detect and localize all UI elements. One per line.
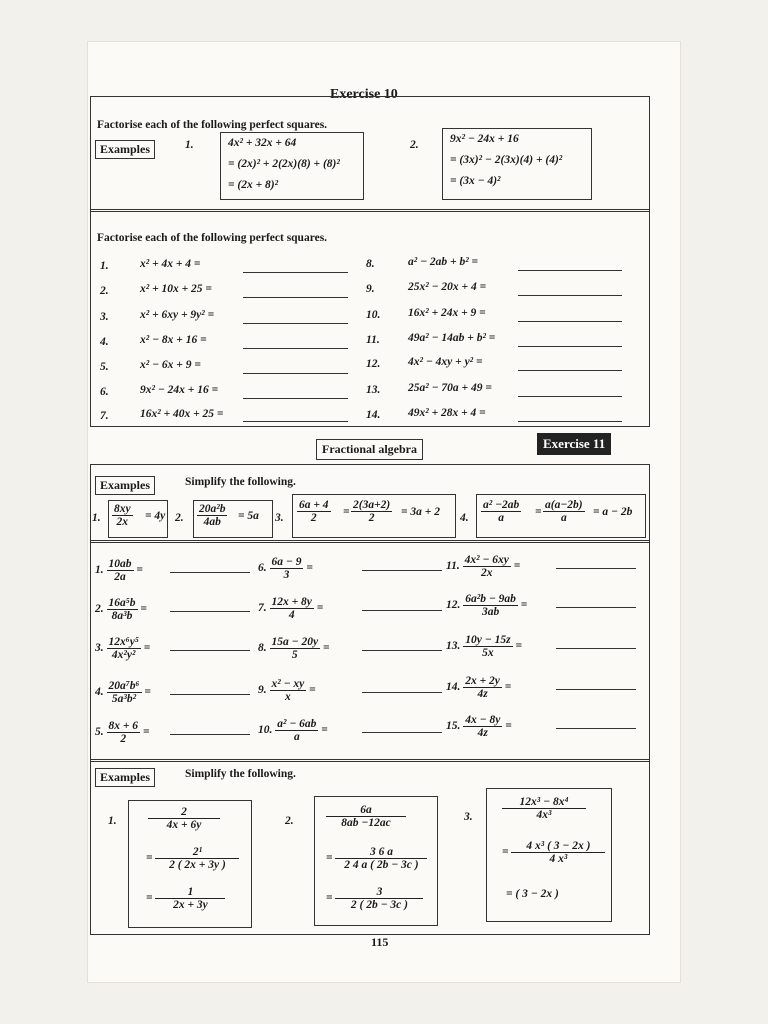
answer-line[interactable] [518,421,622,422]
question-number: 8. [258,642,267,655]
fraction-denominator: 5x [482,647,494,659]
example-number: 3. [275,512,284,524]
question-number: 5. [100,361,109,373]
fraction-denominator: a [293,731,300,743]
question-text: 25x² − 20x + 4 = [408,281,487,293]
question-item: 3. $\frac{\text{12x⁶y⁵}}{\text{4x²y²}}$ = [95,636,151,661]
fraction-denominator: 4 x³ [549,853,568,865]
example-line: = (2x + 8)² [228,179,279,191]
exercise-11-title: Exercise 11 [537,433,611,455]
question-item: 4. $\frac{\text{20a⁷b⁶}}{\text{5a³b²}}$ = [95,680,151,705]
fraction-denominator: 4x³ [536,809,552,821]
fraction-numerator: 2(3a+2) [353,499,391,511]
fraction-numerator: 4x − 8y [465,714,501,726]
example-number: 2. [410,139,419,151]
question-text: a² − 2ab + b² = [408,256,479,268]
answer-line[interactable] [518,370,622,371]
answer-line[interactable] [243,373,348,374]
answer-line[interactable] [518,396,622,397]
question-number: 11. [446,560,460,573]
answer-line[interactable] [243,348,348,349]
fraction-denominator: 4z [477,727,488,739]
fraction-denominator: 3ab [481,606,500,618]
fraction-numerator: 12x + 8y [271,596,312,608]
example-line: 9x² − 24x + 16 [450,133,519,145]
question-item: 15. $\frac{4x - 8y}{4z}$ = [446,714,512,739]
answer-line[interactable] [518,346,622,347]
fraction-numerator: a² −2ab [483,499,520,511]
fraction-denominator: 4x + 6y [166,819,202,831]
question-number: 12. [366,358,381,370]
instruction-text: Simplify the following. [185,476,296,488]
fraction-numerator: 10y − 15z [465,634,511,646]
fraction-numerator: 16a⁵b [108,597,136,609]
question-text: x² + 6xy + 9y² = [140,309,215,321]
question-number: 11. [366,334,380,346]
question-text: 16x² + 40x + 25 = [140,408,224,420]
question-item: 6. $\frac{6a - 9}{3}$ = [258,556,313,581]
examples-label: Examples [95,768,155,787]
example-result: = a − 2b [593,506,633,518]
example-step: = $\frac{1}{2x + 3y}$ [146,886,225,911]
fraction-denominator: 2 ( 2b − 3c ) [350,899,408,911]
question-number: 4. [100,336,109,348]
answer-line[interactable] [243,297,348,298]
question-item: 13. $\frac{10y - 15z}{5x}$ = [446,634,522,659]
question-number: 4. [95,686,104,699]
fraction-numerator: 6a [326,804,406,817]
fraction-numerator: x² − xy [271,678,305,690]
example-step: = $\frac{3 6 a}{2 4 a ( 2b - 3c )}$ [326,846,427,871]
fraction-numerator: 20a²b [199,503,226,515]
question-item: 1. $\frac{10ab}{2a}$ = [95,558,143,583]
fraction-numerator: 8x + 6 [108,720,139,732]
answer-line[interactable] [518,295,622,296]
example-step [326,804,406,829]
fraction-denominator: 8a³b [111,610,133,622]
fraction-denominator: 2 [368,512,375,524]
example-result: = 4y [145,510,166,522]
fraction-denominator: 2x + 3y [173,899,208,911]
question-number: 3. [95,642,104,655]
example-number: 1. [185,139,194,151]
example-step: = $\frac{\text{4 x³ ( 3 − 2x )}}{\text{4 x³}}$ [502,840,605,865]
fraction-denominator: 4 [288,609,295,621]
fraction-numerator: a(a−2b) [545,499,583,511]
question-number: 2. [95,603,104,616]
fraction-numerator: 6a + 4 [299,499,329,511]
question-text: 9x² − 24x + 16 = [140,384,219,396]
question-text: x² + 4x + 4 = [140,258,201,270]
question-number: 12. [446,599,461,612]
example-line: = (2x)² + 2(2x)(8) + (8)² [228,158,340,170]
example-step: = $\frac{3}{2 ( 2b - 3c )}$ [326,886,423,911]
example-step: = $\frac{\text{2¹}}{2 ( 2x + 3y )}$ [146,846,239,871]
example-line: 4x² + 32x + 64 [228,137,297,149]
fraction-numerator: 15a − 20y [271,636,319,648]
example-number: 1. [92,512,101,524]
question-number: 10. [366,309,381,321]
question-number: 7. [100,410,109,422]
answer-line[interactable] [243,398,348,399]
fraction-denominator: 4ab [203,516,221,528]
instruction-text: Factorise each of the following perfect squares. [97,119,328,131]
answer-line[interactable] [243,323,348,324]
fraction-numerator: 2x + 2y [465,675,500,687]
fraction-numerator: a² − 6ab [277,718,317,730]
fraction-numerator: 3 [335,886,423,899]
fraction-denominator: 4z [477,688,488,700]
question-number: 13. [366,384,381,396]
answer-line[interactable] [518,270,622,271]
fraction-denominator: 5a³b² [111,693,137,705]
question-number: 15. [446,720,461,733]
question-number: 3. [100,311,109,323]
answer-line[interactable] [170,650,250,651]
question-item: 5. $\frac{8x + 6}{2}$ = [95,720,150,745]
answer-line[interactable] [362,570,442,571]
question-text: 49x² + 28x + 4 = [408,407,486,419]
question-number: 9. [258,684,267,697]
question-number: 9. [366,283,375,295]
answer-line[interactable] [170,572,250,573]
examples-label: Examples [95,476,155,495]
fraction-numerator: 1 [155,886,225,899]
answer-line[interactable] [556,607,636,608]
example-number: 3. [464,811,473,823]
question-text: x² + 10x + 25 = [140,283,212,295]
exercise-10-title: Exercise 10 [330,87,398,102]
fraction-numerator: 8xy [114,503,131,515]
example-result: = 3a + 2 [401,506,440,518]
example-step [502,796,586,821]
question-text: 16x² + 24x + 9 = [408,307,486,319]
question-text: 25a² − 70a + 49 = [408,382,492,394]
fraction-denominator: 2 [310,512,317,524]
fraction-numerator: 4 x³ ( 3 − 2x ) [511,840,605,853]
example-line: = (3x)² − 2(3x)(4) + (4)² [450,154,563,166]
example-step [148,806,220,831]
fraction-denominator: 5 [291,649,298,661]
question-text: x² − 8x + 16 = [140,334,207,346]
fraction-denominator: 2x [481,567,493,579]
question-number: 14. [446,681,461,694]
question-number: 10. [258,724,273,737]
answer-line[interactable] [556,689,636,690]
question-item: 8. $\frac{15a - 20y}{5}$ = [258,636,330,661]
question-item: 12. $\frac{\text{6a²b − 9ab}}{3ab}$ = [446,593,528,618]
fraction-numerator: 2¹ [155,846,239,859]
fraction-denominator: 2 [120,733,127,745]
instruction-text: Factorise each of the following perfect squares. [97,232,328,244]
answer-line[interactable] [170,694,250,695]
answer-line[interactable] [362,692,442,693]
answer-line[interactable] [170,734,250,735]
fraction-denominator: 3 [283,569,290,581]
question-number: 5. [95,726,104,739]
fraction-denominator: 2 4 a ( 2b − 3c ) [344,859,419,871]
fraction-denominator: 4x²y² [111,649,136,661]
question-number: 14. [366,409,381,421]
question-number: 6. [258,562,267,575]
examples-label: Examples [95,140,155,159]
fraction-denominator: a [560,512,567,524]
question-item: 7. $\frac{12x + 8y}{4}$ = [258,596,324,621]
fraction-numerator: 6a − 9 [271,556,302,568]
answer-line[interactable] [362,732,442,733]
answer-line[interactable] [243,272,348,273]
question-text: 49a² − 14ab + b² = [408,332,496,344]
question-text: 4x² − 4xy + y² = [408,356,483,368]
example-box [108,500,168,538]
question-number: 6. [100,386,109,398]
fraction-denominator: 2 ( 2x + 3y ) [169,859,226,871]
example-box: $\frac{6a + 4}{2}$ = $\frac{2(3a+2)}{2}$ = 3a + 2 [292,494,456,538]
section-title-fractional-algebra: Fractional algebra [316,439,423,460]
question-number: 8. [366,258,375,270]
answer-line[interactable] [362,610,442,611]
example-number: 2. [175,512,184,524]
fraction-numerator: 12x⁶y⁵ [108,636,139,648]
question-number: 2. [100,285,109,297]
fraction-numerator: 10ab [108,558,132,570]
question-number: 7. [258,602,267,615]
question-number: 13. [446,640,461,653]
page-number: 115 [371,935,389,949]
question-item: 2. $\frac{\text{16a⁵b}}{\text{8a³b}}$ = [95,597,147,622]
fraction-denominator: 2x [116,516,129,528]
fraction-numerator: 3 6 a [335,846,427,859]
answer-line[interactable] [556,568,636,569]
answer-line[interactable] [243,421,348,422]
fraction-denominator: a [498,512,505,524]
example-number: 2. [285,815,294,827]
question-item: 11. $\frac{\text{4x² − 6xy}}{2x}$ = [446,554,521,579]
question-number: 1. [95,564,104,577]
answer-line[interactable] [556,648,636,649]
answer-line[interactable] [362,650,442,651]
fraction-numerator: 2 [148,806,220,819]
question-number: 1. [100,260,109,272]
example-line: = (3x − 4)² [450,175,501,187]
question-item: 9. $\frac{\text{x² − xy}}{x}$ = [258,678,316,703]
answer-line[interactable] [170,611,250,612]
example-step: = ( 3 − 2x ) [506,888,559,900]
instruction-text: Simplify the following. [185,768,296,780]
fraction-numerator: 6a²b − 9ab [465,593,516,605]
fraction-denominator: 2a [114,571,126,583]
answer-line[interactable] [518,321,622,322]
example-result: = 5a [238,510,259,522]
example-number: 1. [108,815,117,827]
question-item: 10. $\frac{\text{a² − 6ab}}{a}$ = [258,718,328,743]
question-text: x² − 6x + 9 = [140,359,201,371]
fraction-numerator: 4x² − 6xy [464,554,509,566]
fraction-numerator: 12x³ − 8x⁴ [502,796,586,809]
answer-line[interactable] [556,728,636,729]
example-number: 4. [460,512,469,524]
example-box [193,500,273,538]
question-item: 14. $\frac{2x + 2y}{4z}$ = [446,675,512,700]
example-box: $\frac{\text{a² −2ab}}{a}$ = $\frac{a(a-2b)}{a}$ = a − 2b [476,494,646,538]
fraction-denominator: 8ab −12ac [341,817,391,829]
fraction-denominator: x [285,691,291,703]
fraction-numerator: 20a⁷b⁶ [108,680,140,692]
